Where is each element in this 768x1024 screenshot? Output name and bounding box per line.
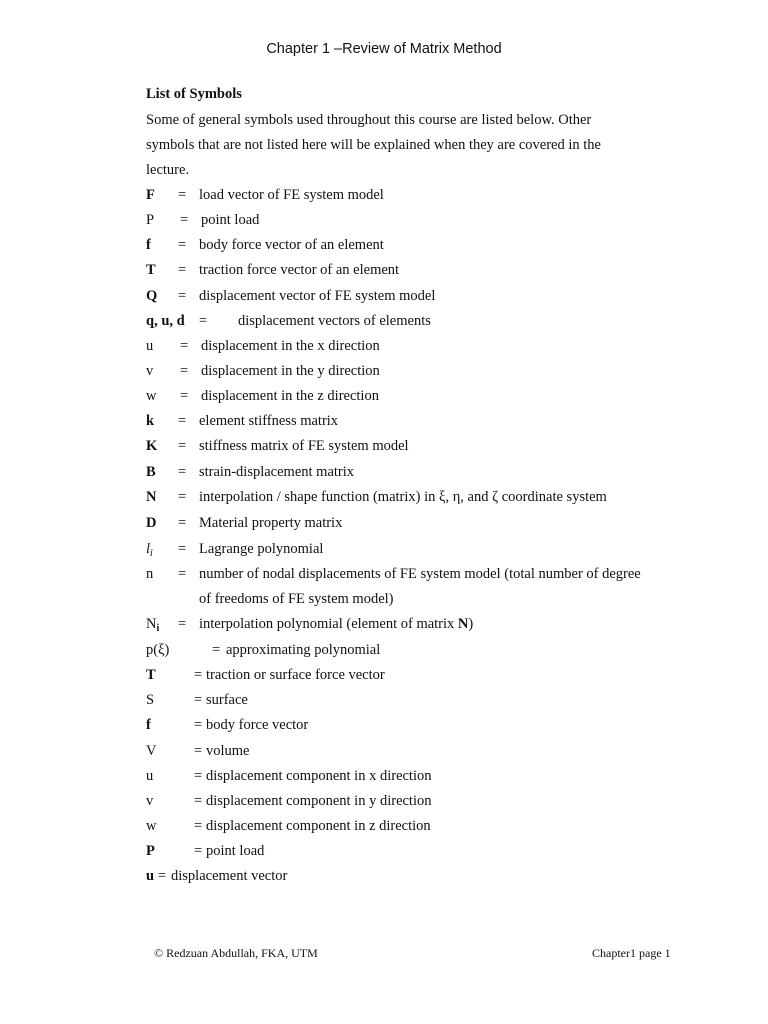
symbol-description: displacement in the x direction xyxy=(201,338,380,354)
symbol-description: point load xyxy=(206,843,265,859)
symbol: w xyxy=(146,818,157,834)
equals-sign: = xyxy=(180,363,189,379)
symbol-description: Material property matrix xyxy=(199,515,343,531)
symbol-description: load vector of FE system model xyxy=(199,187,384,203)
symbol-description: stiffness matrix of FE system model xyxy=(199,438,409,454)
symbol: P xyxy=(146,843,155,859)
symbol-description: strain-displacement matrix xyxy=(199,464,355,480)
intro-line-1: Some of general symbols used throughout this course are listed below. Other xyxy=(146,112,592,128)
symbol: v xyxy=(146,793,154,809)
equals-sign: = xyxy=(194,743,203,759)
symbol-description: displacement in the z direction xyxy=(201,388,379,404)
equals-sign: = xyxy=(180,388,189,404)
symbol-description: displacement component in x direction xyxy=(206,768,432,784)
equals-sign: = xyxy=(199,313,208,329)
symbol-description: body force vector xyxy=(206,717,309,733)
symbol-description: number of nodal displacements of FE system model (total number of degree xyxy=(199,566,641,582)
equals-sign: = xyxy=(212,642,221,658)
symbol-description: displacement vectors of elements xyxy=(238,313,431,329)
equals-sign: = xyxy=(178,541,187,557)
symbol: T xyxy=(146,667,156,683)
equals-sign: = xyxy=(178,566,187,582)
symbol: P xyxy=(146,212,155,228)
equals-sign: = xyxy=(180,212,189,228)
footer-copyright: © Redzuan Abdullah, FKA, UTM xyxy=(154,946,318,960)
intro-line-3: lecture. xyxy=(146,162,190,178)
symbol: N xyxy=(146,489,157,505)
symbol: $l_i$ xyxy=(146,541,153,559)
symbol: S xyxy=(146,692,155,708)
equals-sign: = xyxy=(178,187,187,203)
symbol: v xyxy=(146,363,154,379)
symbol-description: point load xyxy=(201,212,260,228)
equals-sign: = xyxy=(158,868,167,884)
equals-sign: = xyxy=(178,262,187,278)
symbol: T xyxy=(146,262,156,278)
symbol-description: interpolation polynomial (element of matrix N) xyxy=(199,616,474,632)
symbol: $N_i$ xyxy=(146,616,160,634)
equals-sign: = xyxy=(180,338,189,354)
symbol-description: displacement in the y direction xyxy=(201,363,380,379)
intro-line-2: symbols that are not listed here will be explained when they are covered in the xyxy=(146,137,601,153)
symbol: f xyxy=(146,237,151,253)
symbol: u xyxy=(146,338,154,354)
symbol: p(ξ) xyxy=(146,642,170,658)
symbol-description: interpolation / shape function (matrix) in ξ, η, and ζ coordinate system xyxy=(199,489,607,505)
symbol-description: displacement component in z direction xyxy=(206,818,431,834)
equals-sign: = xyxy=(178,237,187,253)
symbol: w xyxy=(146,388,157,404)
symbol: k xyxy=(146,413,155,429)
symbol-description: displacement component in y direction xyxy=(206,793,432,809)
symbol-description-continued: of freedoms of FE system model) xyxy=(199,591,394,607)
symbol-description: element stiffness matrix xyxy=(199,413,339,429)
symbol: V xyxy=(146,743,157,759)
equals-sign: = xyxy=(194,843,203,859)
symbol-description: Lagrange polynomial xyxy=(199,541,324,557)
equals-sign: = xyxy=(194,818,203,834)
symbol-description: displacement vector xyxy=(171,868,288,884)
symbol-description: approximating polynomial xyxy=(226,642,381,658)
equals-sign: = xyxy=(178,489,187,505)
equals-sign: = xyxy=(178,515,187,531)
equals-sign: = xyxy=(178,464,187,480)
symbol-description: body force vector of an element xyxy=(199,237,384,253)
equals-sign: = xyxy=(178,438,187,454)
equals-sign: = xyxy=(194,768,203,784)
equals-sign: = xyxy=(178,616,187,632)
symbol: K xyxy=(146,438,158,454)
equals-sign: = xyxy=(194,667,203,683)
equals-sign: = xyxy=(194,692,203,708)
equals-sign: = xyxy=(194,793,203,809)
equals-sign: = xyxy=(178,288,187,304)
symbol-description: traction force vector of an element xyxy=(199,262,400,278)
symbol: B xyxy=(146,464,156,480)
symbol: f xyxy=(146,717,151,733)
symbol: u xyxy=(146,868,155,884)
symbol: n xyxy=(146,566,154,582)
section-heading: List of Symbols xyxy=(146,86,242,102)
symbol: u xyxy=(146,768,154,784)
symbol: F xyxy=(146,187,155,203)
symbol-description: surface xyxy=(206,692,248,708)
symbol-description: displacement vector of FE system model xyxy=(199,288,436,304)
equals-sign: = xyxy=(178,413,187,429)
symbol: Q xyxy=(146,288,158,304)
equals-sign: = xyxy=(194,717,203,733)
symbol: D xyxy=(146,515,157,531)
symbol: q, u, d xyxy=(146,313,185,329)
footer-page-number: Chapter1 page 1 xyxy=(592,946,671,960)
symbol-description: traction or surface force vector xyxy=(206,667,385,683)
symbol-description: volume xyxy=(206,743,250,759)
page-header-title: Chapter 1 –Review of Matrix Method xyxy=(266,41,502,57)
